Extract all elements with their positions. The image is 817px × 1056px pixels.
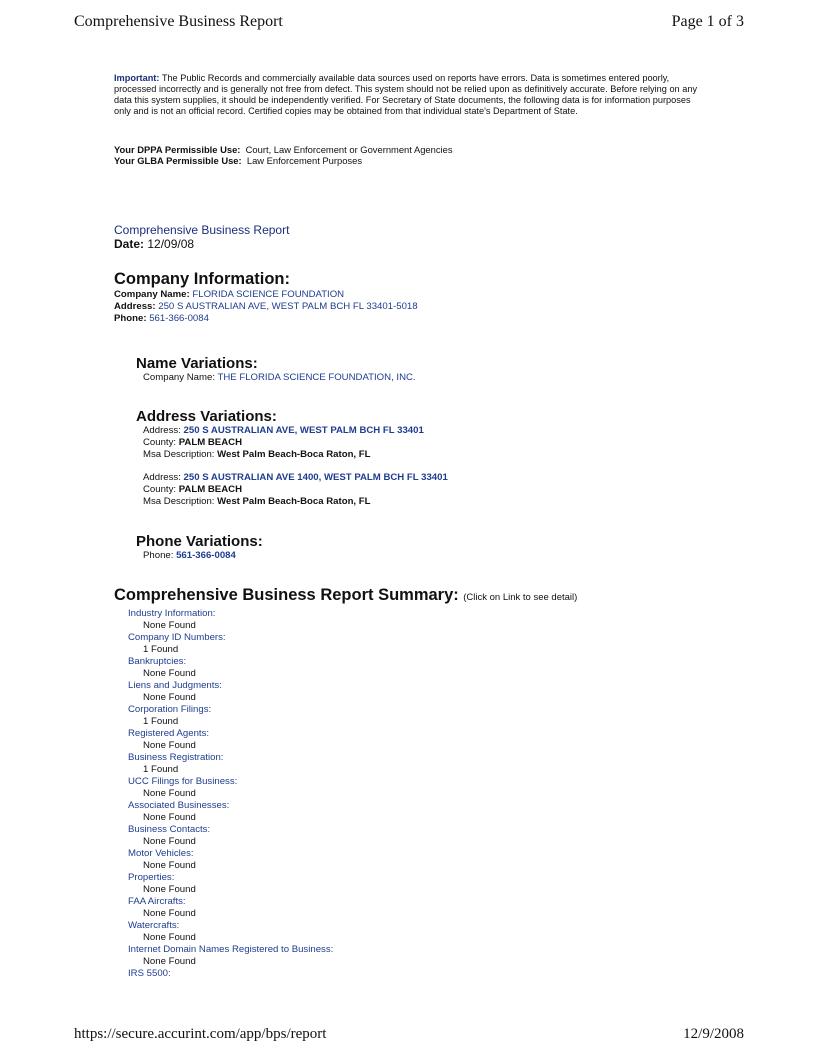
page-footer-date: 12/9/2008 [683,1026,744,1042]
page-footer-url: https://secure.accurint.com/app/bps/report [74,1026,327,1042]
company-info-heading: Company Information: [114,270,290,288]
company-address-value[interactable]: 250 S AUSTRALIAN AVE, WEST PALM BCH FL 33401-5018 [158,301,418,312]
summary-note: (Click on Link to see detail) [463,592,578,603]
name-variations [136,355,416,384]
summary-item [128,608,577,632]
msa-value: West Palm Beach-Boca Raton, FL [217,449,371,460]
report-title: Comprehensive Business Report [114,223,290,237]
address-variation-item [136,425,448,461]
phone-variations-heading: Phone Variations: [136,533,263,550]
msa-label: Msa Description: [143,449,215,460]
notice-label: Important: [114,73,160,83]
page-header-title: Comprehensive Business Report [74,13,283,30]
summary-item-link[interactable]: Business Contacts: [128,824,211,835]
glba-label: Your GLBA Permissible Use: [114,155,242,166]
summary-item-value: None Found [143,956,196,967]
address-variations [136,408,448,508]
summary-item [128,944,577,968]
summary-item-value: None Found [143,932,196,943]
summary-item-link[interactable]: Business Registration: [128,752,224,763]
name-variation-value[interactable]: THE FLORIDA SCIENCE FOUNDATION, INC. [217,372,416,383]
summary-item [128,632,577,656]
dppa-label: Your DPPA Permissible Use: [114,144,241,155]
summary-item-link[interactable]: Internet Domain Names Registered to Business: [128,944,334,955]
summary-item-link[interactable]: UCC Filings for Business: [128,776,238,787]
address-value[interactable]: 250 S AUSTRALIAN AVE 1400, WEST PALM BCH FL 33401 [183,472,448,483]
summary-item-link[interactable]: Properties: [128,872,175,883]
summary-item-value: None Found [143,884,196,895]
summary-item-link[interactable]: Industry Information: [128,608,216,619]
summary-item-link[interactable]: Watercrafts: [128,920,180,931]
summary-item [128,824,577,848]
page-number: Page 1 of 3 [671,13,744,30]
important-notice [114,73,704,117]
summary-item-link[interactable]: Corporation Filings: [128,704,212,715]
summary-item-link[interactable]: Registered Agents: [128,728,210,739]
summary-item-value: None Found [143,620,196,631]
summary-item-link[interactable]: Liens and Judgments: [128,680,222,691]
summary-item-value: None Found [143,740,196,751]
company-address-label: Address: [114,301,156,312]
summary-item [128,752,577,776]
summary-item [128,776,577,800]
summary-item [128,656,577,680]
report-title-block [114,223,289,251]
summary-item [128,800,577,824]
phone-variation-label: Phone: [143,550,174,561]
summary-item-value: 1 Found [143,764,179,775]
address-variation-item [136,472,448,508]
notice-text: The Public Records and commercially available data sources used on reports have errors. Data is sometimes entered poorly, processed incorrectly and is generally not free from defect. This system should not be relied upon as definitively accurate. Before relying on any data this system supplies, it should be independently verified. For Secretary of State documents, the following data is for information purposes only and is not an official record. Certified copies may be obtained from that individual state's Department of State. [114,73,698,116]
company-name-value[interactable]: FLORIDA SCIENCE FOUNDATION [192,289,345,300]
summary-item-link[interactable]: Bankruptcies: [128,656,187,667]
county-value: PALM BEACH [178,484,242,495]
summary-item [128,680,577,704]
date-label: Date: [114,237,145,251]
glba-value: Law Enforcement Purposes [246,155,363,166]
summary-item-link[interactable]: Associated Businesses: [128,800,230,811]
summary-item [128,896,577,920]
summary-heading: Comprehensive Business Report Summary: [114,586,459,604]
summary-item-value: 1 Found [143,644,179,655]
address-value[interactable]: 250 S AUSTRALIAN AVE, WEST PALM BCH FL 33401 [183,425,424,436]
summary-item-link[interactable]: Motor Vehicles: [128,848,194,859]
summary-item-value: None Found [143,836,196,847]
date-value: 12/09/08 [147,237,195,251]
summary-item-value: None Found [143,812,196,823]
summary-item [128,968,577,980]
summary-item-value: None Found [143,668,196,679]
report-summary [114,586,577,980]
company-phone-value[interactable]: 561-366-0084 [149,313,209,324]
msa-label: Msa Description: [143,496,215,507]
summary-item-value: None Found [143,788,196,799]
summary-item-link[interactable]: Company ID Numbers: [128,632,226,643]
company-information [114,270,418,325]
summary-item-link[interactable]: FAA Aircrafts: [128,896,186,907]
permissible-use [114,144,453,166]
summary-item-value: None Found [143,860,196,871]
summary-item [128,920,577,944]
summary-item-link[interactable]: IRS 5500: [128,968,171,979]
summary-item [128,728,577,752]
county-value: PALM BEACH [178,437,242,448]
phone-variation-value[interactable]: 561-366-0084 [176,550,236,561]
address-label: Address: [143,472,181,483]
county-label: County: [143,437,177,448]
summary-list [114,608,577,980]
company-name-label: Company Name: [114,289,190,300]
address-variations-heading: Address Variations: [136,408,277,425]
address-label: Address: [143,425,181,436]
msa-value: West Palm Beach-Boca Raton, FL [217,496,371,507]
county-label: County: [143,484,177,495]
dppa-value: Court, Law Enforcement or Government Agencies [245,144,453,155]
name-variation-label: Company Name: [143,372,215,383]
phone-variations [136,533,263,562]
summary-item-value: None Found [143,908,196,919]
name-variations-heading: Name Variations: [136,355,258,372]
summary-item-value: 1 Found [143,716,179,727]
company-phone-label: Phone: [114,313,147,324]
summary-item [128,704,577,728]
summary-item [128,872,577,896]
summary-item [128,848,577,872]
summary-item-value: None Found [143,692,196,703]
